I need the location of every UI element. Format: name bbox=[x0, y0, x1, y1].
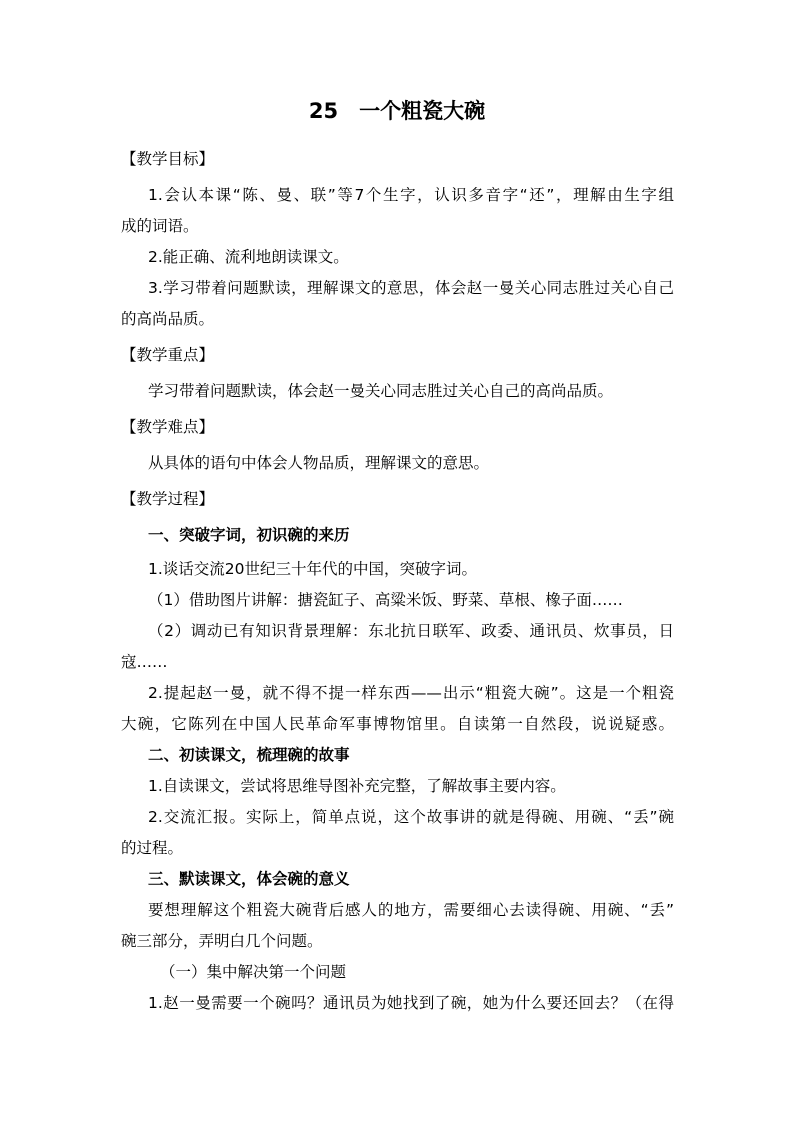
heading-key-points: 【教学重点】 bbox=[121, 346, 215, 364]
key-points-text: 学习带着问题默读，体会赵一曼关心同志胜过关心自己的高尚品质。 bbox=[148, 382, 614, 400]
section-3-intro-line-1: 要想理解这个粗瓷大碗背后感人的地方，需要细心去读得碗、用碗、“丢” bbox=[148, 901, 674, 919]
heading-process: 【教学过程】 bbox=[121, 490, 215, 508]
difficulties-text: 从具体的语句中体会人物品质，理解课文的意思。 bbox=[148, 454, 490, 472]
section-2-item-2-line-2: 的过程。 bbox=[121, 839, 184, 857]
objective-1-line-2: 成的词语。 bbox=[121, 217, 199, 235]
section-3-sub-heading: （一）集中解决第一个问题 bbox=[160, 963, 347, 981]
objective-1-line-1: 1.会认本课“陈、曼、联”等7个生字，认识多音字“还”，理解由生字组 bbox=[148, 186, 674, 204]
section-2-item-2-line-1: 2.交流汇报。实际上，简单点说，这个故事讲的就是得碗、用碗、“丢”碗 bbox=[148, 808, 674, 826]
section-3-intro-line-2: 碗三部分，弄明白几个问题。 bbox=[121, 932, 323, 950]
heading-difficulties: 【教学难点】 bbox=[121, 418, 215, 436]
section-1-item-2-line-2: 大碗，它陈列在中国人民革命军事博物馆里。自读第一自然段，说说疑惑。 bbox=[121, 715, 674, 733]
section-1-sub-2-line-1: （2）调动已有知识背景理解：东北抗日联军、政委、通讯员、炊事员，日 bbox=[148, 622, 674, 640]
section-1-item-1: 1.谈话交流20世纪三十年代的中国，突破字词。 bbox=[148, 560, 478, 578]
section-3-heading: 三、默读课文，体会碗的意义 bbox=[148, 870, 350, 888]
objective-2: 2.能正确、流利地朗读课文。 bbox=[148, 248, 349, 266]
page-title: 25 一个粗瓷大碗 bbox=[308, 99, 486, 123]
objective-3-line-2: 的高尚品质。 bbox=[121, 310, 215, 328]
heading-objectives: 【教学目标】 bbox=[121, 150, 215, 168]
section-2-item-1: 1.自读课文，尝试将思维导图补充完整，了解故事主要内容。 bbox=[148, 777, 566, 795]
section-1-item-2-line-1: 2.提起赵一曼，就不得不提一样东西——出示“粗瓷大碗”。这是一个粗瓷 bbox=[148, 684, 674, 702]
objective-3-line-1: 3.学习带着问题默读，理解课文的意思，体会赵一曼关心同志胜过关心自己 bbox=[148, 279, 674, 297]
section-1-sub-1: （1）借助图片讲解：搪瓷缸子、高粱米饭、野菜、草根、橡子面…… bbox=[148, 591, 623, 609]
section-2-heading: 二、初读课文，梳理碗的故事 bbox=[148, 746, 350, 764]
section-1-sub-2-line-2: 寇…… bbox=[121, 653, 168, 671]
section-3-item-1-line-1: 1.赵一曼需要一个碗吗？通讯员为她找到了碗，她为什么要还回去？（在得 bbox=[148, 994, 674, 1012]
section-1-heading: 一、突破字词，初识碗的来历 bbox=[148, 526, 350, 544]
